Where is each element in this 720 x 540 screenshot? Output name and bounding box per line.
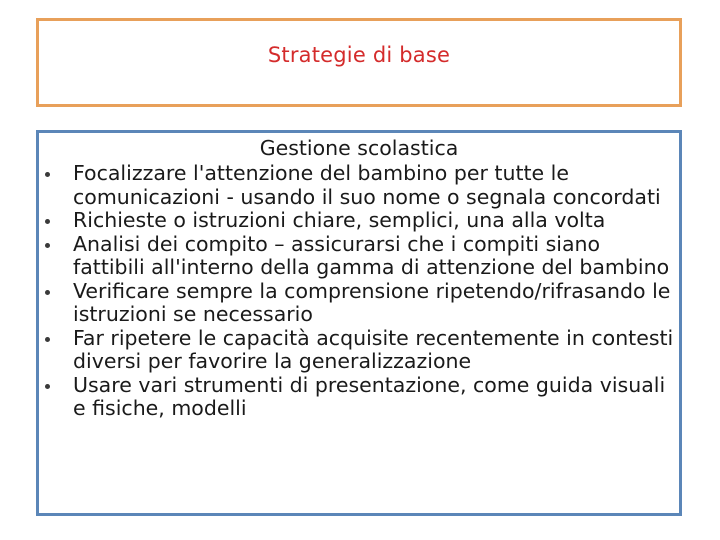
bullet-dot-icon <box>45 243 50 248</box>
bullet-list <box>39 162 679 421</box>
bullet-dot-icon <box>45 172 50 177</box>
bullet-text: Richieste o istruzioni chiare, semplici, una alla volta <box>73 208 606 232</box>
section-heading: Gestione scolastica <box>259 136 459 160</box>
bullet-text: Verificare sempre la comprensione ripetendo/rifrasando le istruzioni se necessario <box>73 278 671 326</box>
title-box <box>36 18 682 107</box>
bullet-item <box>39 209 679 233</box>
content-box <box>36 130 682 516</box>
bullet-item <box>39 233 679 280</box>
slide-title: Strategie di base <box>267 43 451 67</box>
bullet-text: Usare vari strumenti di presentazione, come guida visuali e fisiche, modelli <box>73 372 666 420</box>
bullet-dot-icon <box>45 219 50 224</box>
bullet-item <box>39 280 679 327</box>
bullet-text: Analisi dei compito – assicurarsi che i compiti siano fattibili all'interno della gamma di attenzione del bambino <box>73 231 670 279</box>
bullet-text: Focalizzare l'attenzione del bambino per tutte le comunicazioni - usando il suo nome o segnala concordati <box>73 161 661 209</box>
bullet-dot-icon <box>45 290 50 295</box>
bullet-dot-icon <box>45 384 50 389</box>
bullet-text: Far ripetere le capacità acquisite recentemente in contesti diversi per favorire la generalizzazione <box>73 325 674 373</box>
bullet-item <box>39 327 679 374</box>
bullet-dot-icon <box>45 337 50 342</box>
bullet-item <box>39 162 679 209</box>
bullet-item <box>39 374 679 421</box>
